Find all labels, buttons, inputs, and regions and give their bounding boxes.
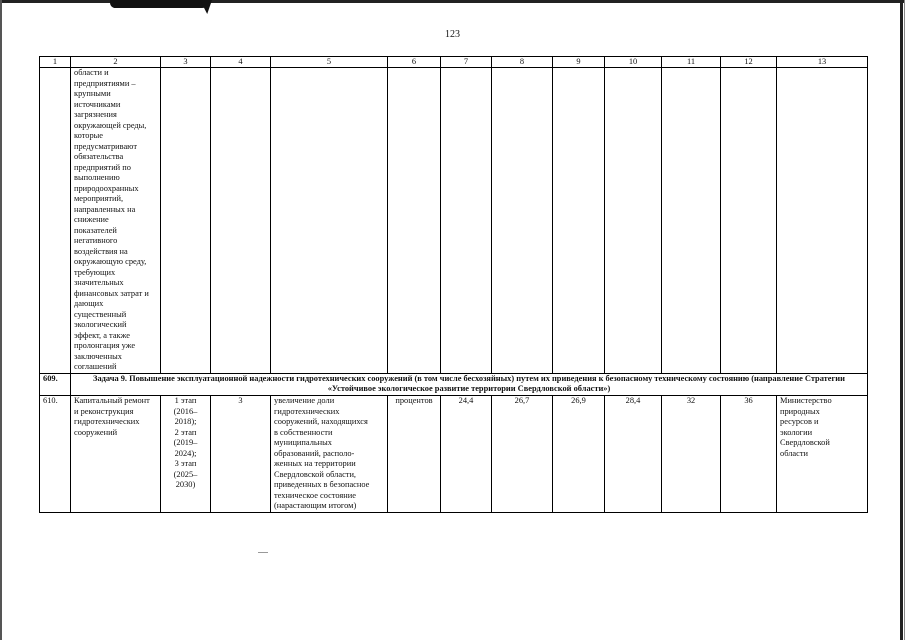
scan-artifact	[110, 0, 210, 8]
value-col-10: 28,4	[605, 396, 662, 513]
table-row-610	[40, 396, 868, 513]
row-number: 610.	[40, 396, 71, 513]
row-number: 609.	[40, 374, 71, 396]
value-col-7: 24,4	[441, 396, 492, 513]
unit-of-measure: процентов	[388, 396, 441, 513]
value-col-11: 32	[662, 396, 721, 513]
column-number: 6	[388, 57, 441, 68]
scan-speck	[258, 552, 268, 553]
column-number: 9	[553, 57, 605, 68]
column-number: 11	[662, 57, 721, 68]
column-number: 7	[441, 57, 492, 68]
column-number: 12	[721, 57, 777, 68]
empty-cell	[662, 68, 721, 374]
page-number: 123	[445, 29, 460, 40]
empty-cell	[721, 68, 777, 374]
task-row	[40, 374, 868, 396]
column-number: 10	[605, 57, 662, 68]
document-table	[39, 56, 868, 513]
scan-edge-left	[0, 0, 2, 640]
implementation-stages: 1 этап (2016– 2018); 2 этап (2019– 2024); 3 этап (2025– 2030)	[161, 396, 211, 513]
column-4-value: 3	[211, 396, 271, 513]
task-title: Задача 9. Повышение эксплуатационной надежности гидротехнических сооружений (в том числе бесхозяйных) путем их приведения к безопасному техническому состоянию (направление Стратегии «Устойчивое экологическое развитие территории Свердловской области»)	[71, 374, 868, 396]
column-number: 8	[492, 57, 553, 68]
value-col-9: 26,9	[553, 396, 605, 513]
value-col-8: 26,7	[492, 396, 553, 513]
empty-cell	[553, 68, 605, 374]
empty-cell	[40, 68, 71, 374]
scan-edge-right	[900, 0, 903, 640]
column-number: 4	[211, 57, 271, 68]
continuation-description: области и предприятиями – крупными источниками загрязнения окружающей среды, которые предусматривают обязательства предприятий по выполнению природоохранных мероприятий, направленных на снижение показателей негативного воздействия на окружающую среду, требующих значительных финансовых затрат и дающих существенный экологический эффект, а также пролонгация уже заключенных соглашений	[71, 68, 161, 374]
column-number: 5	[271, 57, 388, 68]
continuation-row	[40, 68, 868, 374]
column-number-row	[40, 57, 868, 68]
empty-cell	[777, 68, 868, 374]
column-number: 3	[161, 57, 211, 68]
target-indicator: увеличение доли гидротехнических сооружений, находящихся в собственности муниципальных образований, располо- женных на территории Свердловской области, приведенных в безопасное техническое состояние (нарастающим итогом)	[271, 396, 388, 513]
empty-cell	[441, 68, 492, 374]
column-number: 13	[777, 57, 868, 68]
column-number: 1	[40, 57, 71, 68]
value-col-12: 36	[721, 396, 777, 513]
responsible-executor: Министерство природных ресурсов и экологии Свердловской области	[777, 396, 868, 513]
empty-cell	[605, 68, 662, 374]
empty-cell	[211, 68, 271, 374]
column-number: 2	[71, 57, 161, 68]
empty-cell	[161, 68, 211, 374]
measure-name: Капитальный ремонт и реконструкция гидротехнических сооружений	[71, 396, 161, 513]
empty-cell	[388, 68, 441, 374]
empty-cell	[271, 68, 388, 374]
empty-cell	[492, 68, 553, 374]
